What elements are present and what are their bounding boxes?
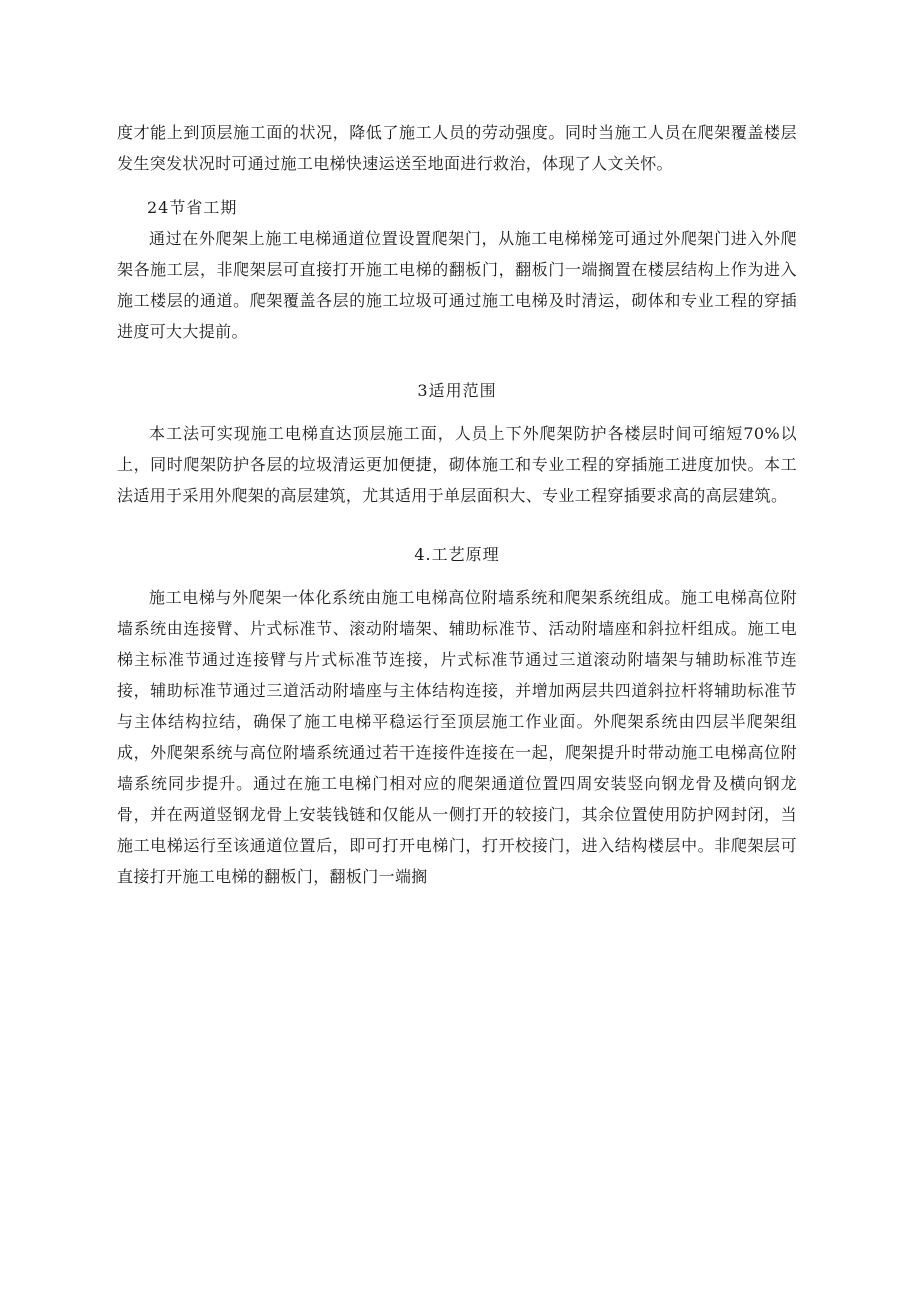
section-title-scope: 3适用范围 (417, 381, 497, 400)
paragraph-principle: 施工电梯与外爬架一体化系统由施工电梯高位附墙系统和爬架系统组成。施工电梯高位附墙系统由连接臂、片式标准节、滚动附墙架、辅助标准节、活动附墙座和斜拉杆组成。施工电梯主标准节通过连接臂与片式标准节连接，片式标准节通过三道滚动附墙架与辅助标准节连接，辅助标准节通过三道活动附墙座与主体结构连接，并增加两层共四道斜拉杆将辅助标准节与主体结构拉结，确保了施工电梯平稳运行至顶层施工作业面。外爬架系统由四层半爬架组成，外爬架系统与高位附墙系统通过若干连接件连接在一起，爬架提升时带动施工电梯高位附墙系统同步提升。通过在施工电梯门相对应的爬架通道位置四周安装竖向钢龙骨及横向钢龙骨，并在两道竖钢龙骨上安装钱链和仅能从一侧打开的较接门，其余位置使用防护网封闭，当施工电梯运行至该通道位置后，即可打开电梯门，打开校接门，进入结构楼层中。非爬架层可直接打开施工电梯的翻板门，翻板门一端搁 (117, 588, 797, 886)
subheading-save-schedule: 24节省工期 (147, 198, 238, 217)
paragraph-save-schedule: 通过在外爬架上施工电梯通道位置设置爬架门，从施工电梯梯笼可通过外爬架门进入外爬架各施工层，非爬架层可直接打开施工电梯的翻板门，翻板门一端搁置在楼层结构上作为进入施工楼层的通道。爬架覆盖各层的施工垃圾可通过施工电梯及时清运，砌体和专业工程的穿插进度可大大提前。 (117, 229, 797, 341)
document-body (117, 117, 797, 892)
section-title-principle: 4.工艺原理 (414, 545, 500, 564)
paragraph-continuation: 度才能上到顶层施工面的状况，降低了施工人员的劳动强度。同时当施工人员在爬架覆盖楼层发生突发状况时可通过施工电梯快速运送至地面进行救治，体现了人文关怀。 (117, 123, 797, 173)
paragraph-scope: 本工法可实现施工电梯直达顶层施工面，人员上下外爬架防护各楼层时间可缩短70%以上，同时爬架防护各层的垃圾清运更加便捷，砌体施工和专业工程的穿插施工进度加快。本工法适用于采用外爬架的高层建筑，尤其适用于单层面积大、专业工程穿插要求高的高层建筑。 (117, 424, 797, 505)
